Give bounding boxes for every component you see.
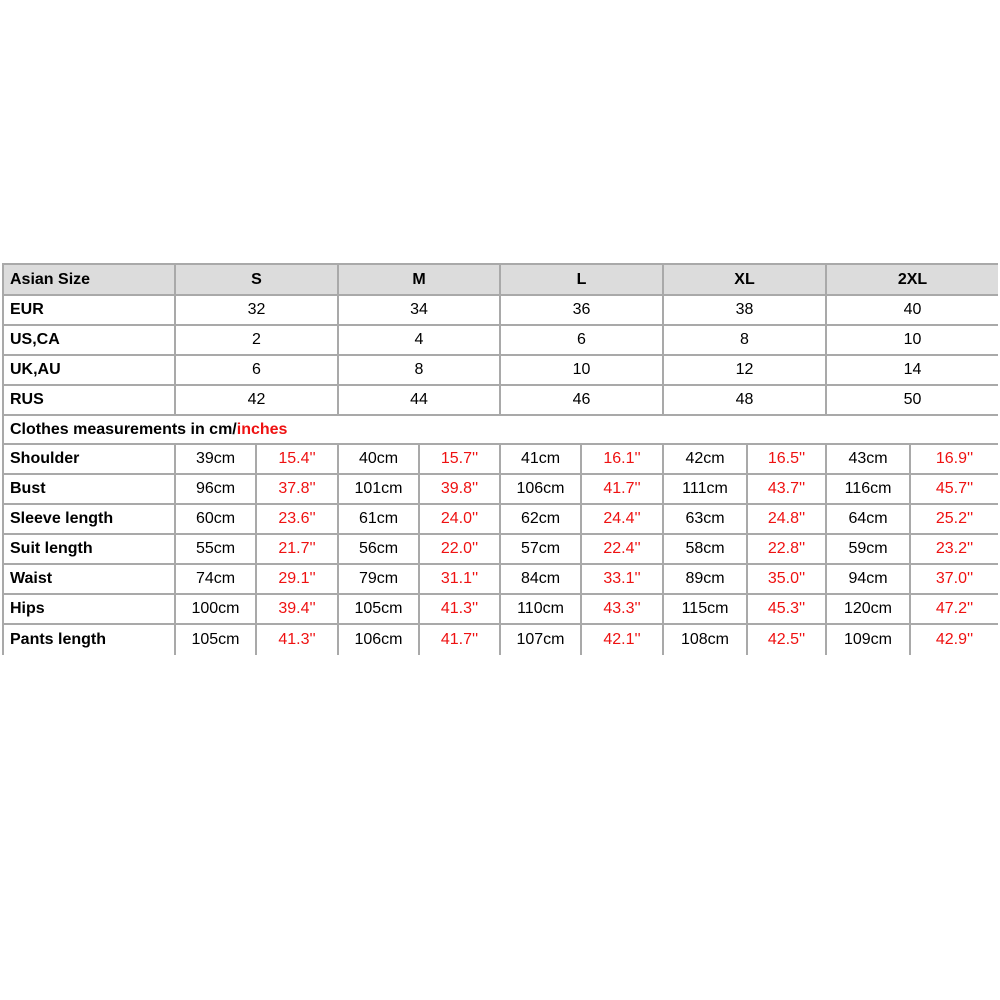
conversion-cell: 4	[339, 326, 499, 354]
conversion-cell: 44	[339, 386, 499, 414]
cm-cell: 61cm	[339, 505, 418, 533]
inch-cell: 42.1''	[582, 625, 662, 655]
conversion-cell: 34	[339, 296, 499, 324]
inch-cell: 41.3''	[420, 595, 499, 623]
size-header-m: M	[339, 265, 499, 294]
cm-cell: 74cm	[176, 565, 255, 593]
conversion-cell: 8	[339, 356, 499, 384]
cm-cell: 106cm	[339, 625, 418, 655]
cm-cell: 57cm	[501, 535, 580, 563]
row-label-rus: RUS	[4, 386, 174, 414]
measurements-title-highlight: inches	[236, 420, 288, 438]
row-label-shoulder: Shoulder	[4, 445, 174, 473]
inch-cell: 22.4''	[582, 535, 662, 563]
cm-cell: 63cm	[664, 505, 746, 533]
cm-cell: 106cm	[501, 475, 580, 503]
inch-cell: 16.5''	[748, 445, 825, 473]
cm-cell: 101cm	[339, 475, 418, 503]
cm-cell: 60cm	[176, 505, 255, 533]
cm-cell: 89cm	[664, 565, 746, 593]
cm-cell: 107cm	[501, 625, 580, 655]
conversion-cell: 46	[501, 386, 662, 414]
cm-cell: 105cm	[176, 625, 255, 655]
row-label-us-ca: US,CA	[4, 326, 174, 354]
inch-cell: 22.0''	[420, 535, 499, 563]
row-label-hips: Hips	[4, 595, 174, 623]
inch-cell: 41.3''	[257, 625, 337, 655]
cm-cell: 55cm	[176, 535, 255, 563]
cm-cell: 120cm	[827, 595, 909, 623]
cm-cell: 111cm	[664, 475, 746, 503]
cm-cell: 62cm	[501, 505, 580, 533]
cm-cell: 39cm	[176, 445, 255, 473]
cm-cell: 59cm	[827, 535, 909, 563]
size-header-s: S	[176, 265, 337, 294]
inch-cell: 24.8''	[748, 505, 825, 533]
row-label-waist: Waist	[4, 565, 174, 593]
inch-cell: 24.4''	[582, 505, 662, 533]
row-label-sleeve-length: Sleeve length	[4, 505, 174, 533]
cm-cell: 105cm	[339, 595, 418, 623]
cm-cell: 108cm	[664, 625, 746, 655]
inch-cell: 43.7''	[748, 475, 825, 503]
inch-cell: 31.1''	[420, 565, 499, 593]
conversion-cell: 10	[827, 326, 998, 354]
conversion-cell: 12	[664, 356, 825, 384]
cm-cell: 43cm	[827, 445, 909, 473]
measurements-title	[4, 416, 998, 443]
inch-cell: 39.4''	[257, 595, 337, 623]
cm-cell: 109cm	[827, 625, 909, 655]
conversion-cell: 42	[176, 386, 337, 414]
inch-cell: 21.7''	[257, 535, 337, 563]
cm-cell: 79cm	[339, 565, 418, 593]
inch-cell: 47.2''	[911, 595, 998, 623]
row-label-pants-length: Pants length	[4, 625, 174, 655]
inch-cell: 33.1''	[582, 565, 662, 593]
cm-cell: 115cm	[664, 595, 746, 623]
cm-cell: 94cm	[827, 565, 909, 593]
cm-cell: 64cm	[827, 505, 909, 533]
inch-cell: 23.2''	[911, 535, 998, 563]
inch-cell: 16.1''	[582, 445, 662, 473]
inch-cell: 29.1''	[257, 565, 337, 593]
cm-cell: 56cm	[339, 535, 418, 563]
inch-cell: 23.6''	[257, 505, 337, 533]
cm-cell: 41cm	[501, 445, 580, 473]
conversion-cell: 8	[664, 326, 825, 354]
row-label-suit-length: Suit length	[4, 535, 174, 563]
size-chart-table	[2, 263, 998, 655]
conversion-cell: 48	[664, 386, 825, 414]
inch-cell: 15.4''	[257, 445, 337, 473]
conversion-cell: 38	[664, 296, 825, 324]
inch-cell: 35.0''	[748, 565, 825, 593]
cm-cell: 96cm	[176, 475, 255, 503]
cm-cell: 84cm	[501, 565, 580, 593]
inch-cell: 43.3''	[582, 595, 662, 623]
inch-cell: 22.8''	[748, 535, 825, 563]
cm-cell: 116cm	[827, 475, 909, 503]
cm-cell: 100cm	[176, 595, 255, 623]
cm-cell: 40cm	[339, 445, 418, 473]
inch-cell: 16.9''	[911, 445, 998, 473]
measurements-title-prefix: Clothes measurements in cm/	[10, 420, 237, 438]
conversion-cell: 10	[501, 356, 662, 384]
conversion-cell: 32	[176, 296, 337, 324]
inch-cell: 41.7''	[582, 475, 662, 503]
conversion-cell: 36	[501, 296, 662, 324]
inch-cell: 45.3''	[748, 595, 825, 623]
inch-cell: 24.0''	[420, 505, 499, 533]
cm-cell: 110cm	[501, 595, 580, 623]
inch-cell: 45.7''	[911, 475, 998, 503]
size-header-l: L	[501, 265, 662, 294]
conversion-cell: 14	[827, 356, 998, 384]
cm-cell: 42cm	[664, 445, 746, 473]
conversion-cell: 40	[827, 296, 998, 324]
inch-cell: 37.8''	[257, 475, 337, 503]
inch-cell: 42.5''	[748, 625, 825, 655]
row-label-uk-au: UK,AU	[4, 356, 174, 384]
inch-cell: 42.9''	[911, 625, 998, 655]
inch-cell: 37.0''	[911, 565, 998, 593]
inch-cell: 41.7''	[420, 625, 499, 655]
cm-cell: 58cm	[664, 535, 746, 563]
row-label-eur: EUR	[4, 296, 174, 324]
size-header-xl: XL	[664, 265, 825, 294]
conversion-cell: 6	[501, 326, 662, 354]
inch-cell: 25.2''	[911, 505, 998, 533]
header-label: Asian Size	[4, 265, 174, 294]
size-header-2xl: 2XL	[827, 265, 998, 294]
conversion-cell: 2	[176, 326, 337, 354]
conversion-cell: 6	[176, 356, 337, 384]
inch-cell: 15.7''	[420, 445, 499, 473]
row-label-bust: Bust	[4, 475, 174, 503]
conversion-cell: 50	[827, 386, 998, 414]
inch-cell: 39.8''	[420, 475, 499, 503]
